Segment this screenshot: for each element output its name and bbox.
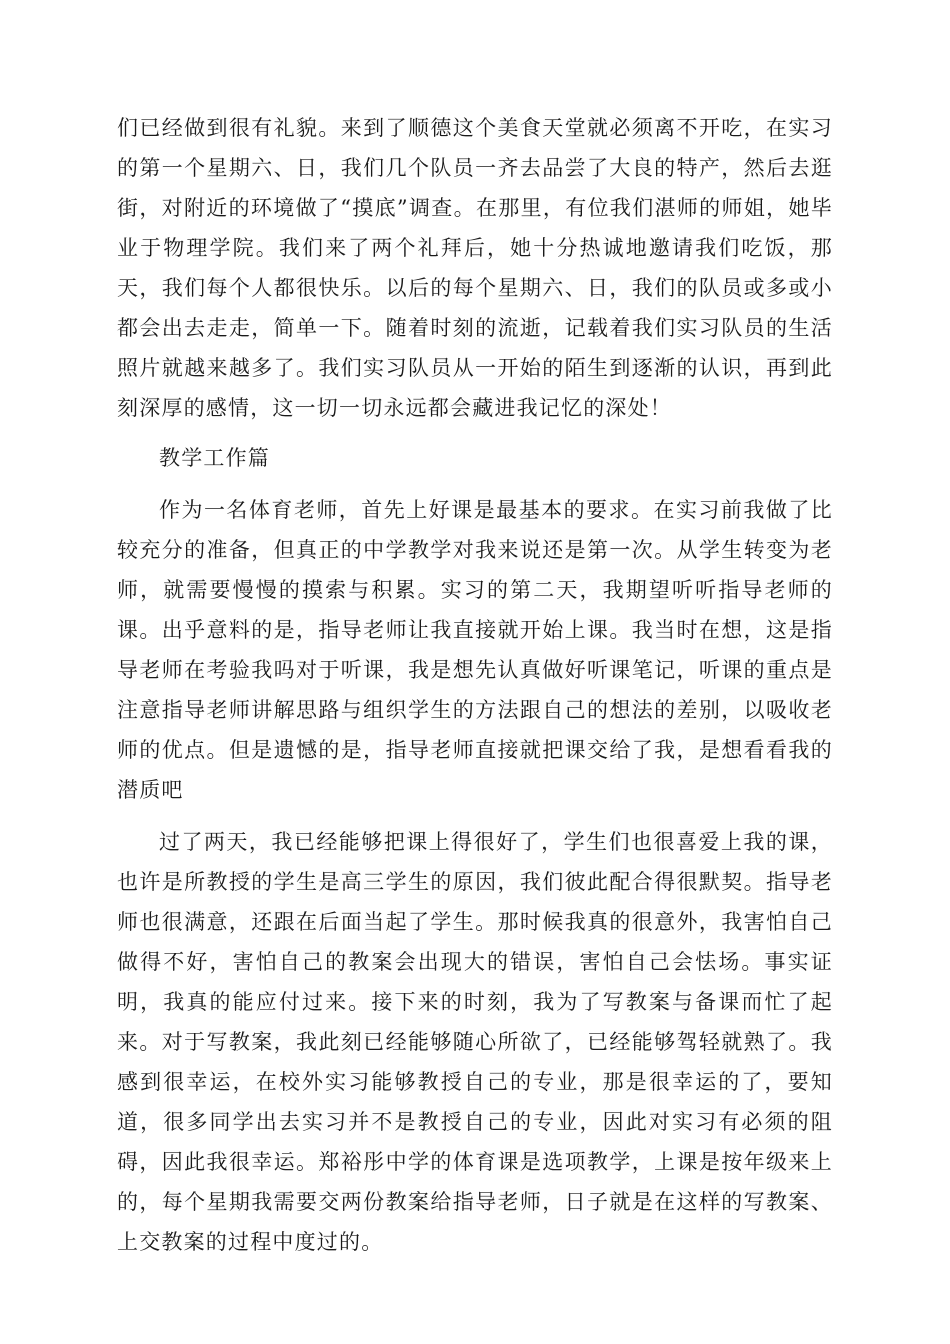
paragraph-continuation: 们已经做到很有礼貌。来到了顺德这个美食天堂就必须离不开吃，在实习的第一个星期六、日，我们几个队员一齐去品尝了大良的特产，然后去逛街，对附近的环境做了“摸底”调查。在那里，有位我们湛师的师姐，她毕业于物理学院。我们来了两个礼拜后，她十分热诚地邀请我们吃饭，那天，我们每个人都很快乐。以后的每个星期六、日，我们的队员或多或小都会出去走走，简单一下。随着时刻的流逝，记载着我们实习队员的生活照片就越来越多了。我们实习队员从一开始的陌生到逐渐的认识，再到此刻深厚的感情，这一切一切永远都会藏进我记忆的深处！ xyxy=(117,116,833,420)
document-body xyxy=(117,108,833,1262)
section-heading: 教学工作篇 xyxy=(159,446,270,470)
paragraph-teaching-progress: 过了两天，我已经能够把课上得很好了，学生们也很喜爱上我的课，也许是所教授的学生是高三学生的原因，我们彼此配合得很默契。指导老师也很满意，还跟在后面当起了学生。那时候我真的很意外，我害怕自己做得不好，害怕自己的教案会出现大的错误，害怕自己会怯场。事实证明，我真的能应付过来。接下来的时刻，我为了写教案与备课而忙了起来。对于写教案，我此刻已经能够随心所欲了，已经能够驾轻就熟了。我感到很幸运，在校外实习能够教授自己的专业，那是很幸运的了，要知道，很多同学出去实习并不是教授自己的专业，因此对实习有必须的阻碍，因此我很幸运。郑裕彤中学的体育课是选项教学，上课是按年级来上的，每个星期我需要交两份教案给指导老师，日子就是在这样的写教案、上交教案的过程中度过的。 xyxy=(117,830,833,1254)
paragraph-teaching-intro: 作为一名体育老师，首先上好课是最基本的要求。在实习前我做了比较充分的准备，但真正的中学教学对我来说还是第一次。从学生转变为老师，就需要慢慢的摸索与积累。实习的第二天，我期望听听指导老师的课。出乎意料的是，指导老师让我直接就开始上课。我当时在想，这是指导老师在考验我吗对于听课，我是想先认真做好听课笔记，听课的重点是注意指导老师讲解思路与组织学生的方法跟自己的想法的差别，以吸收老师的优点。但是遗憾的是，指导老师直接就把课交给了我，是想看看我的潜质吧 xyxy=(117,498,833,802)
